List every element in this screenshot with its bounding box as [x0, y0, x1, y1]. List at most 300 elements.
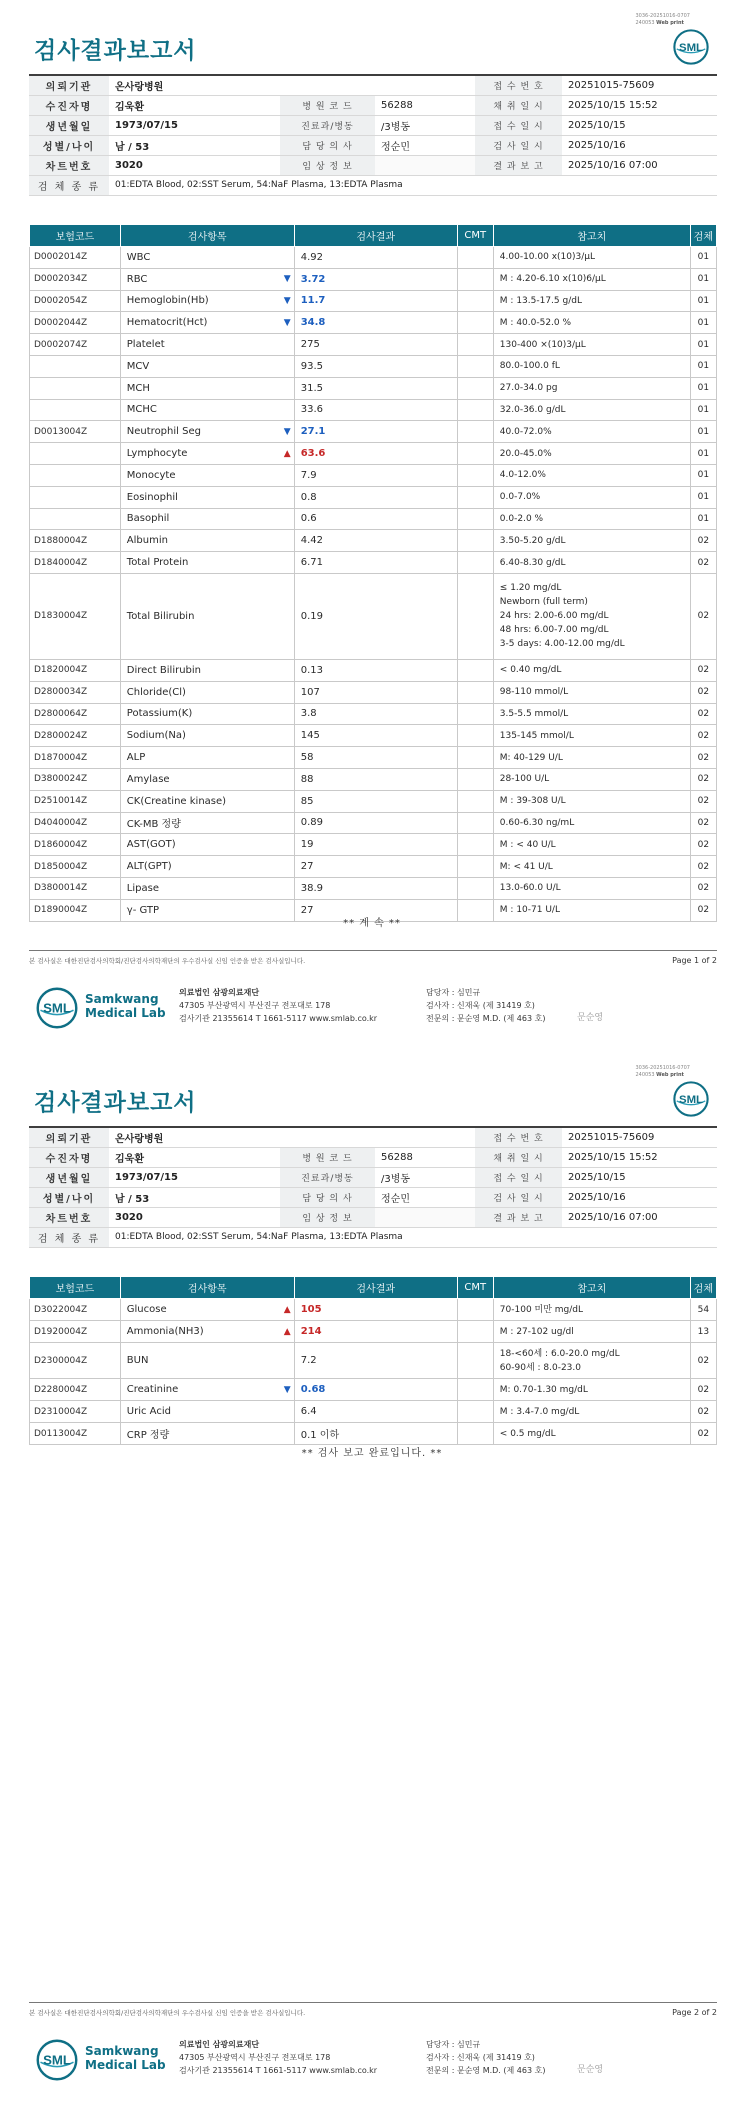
table-row: [30, 268, 717, 290]
svg-text:SML: SML: [43, 2052, 71, 2068]
insurance-code: D1850004Z: [30, 856, 121, 878]
specimen-code: 02: [690, 530, 716, 552]
col-header-result: 검사결과: [294, 225, 457, 247]
reference-line: 98-110 mmol/L: [499, 687, 569, 698]
info-value-hosp-code: 56288: [375, 1147, 475, 1167]
reference-line: 4.0-12.0%: [499, 470, 546, 481]
reference-line: < 0.40 mg/dL: [499, 665, 562, 676]
reference-range: [493, 377, 690, 399]
page-number: Page 1 of 2: [672, 956, 717, 965]
test-item: Sodium(Na): [120, 725, 279, 747]
info-value-recv-no: 20251015-75609: [562, 1127, 717, 1147]
reference-line: 130-400 ×(10)3/μL: [499, 339, 586, 350]
insurance-code: D2280004Z: [30, 1379, 121, 1401]
reference-line: Newborn (full term): [499, 597, 588, 608]
accreditation-note: 본 검사실은 대한진단검사의학회/진단검사의학재단의 우수검사실 신임 인증을 받은 검사실입니다.: [29, 957, 306, 965]
staff-tester: 검사자 : 신재욱 (제 31419 호): [426, 2053, 535, 2062]
test-item: CK-MB 정량: [120, 812, 279, 834]
result-flag: [279, 312, 294, 334]
table-row: [30, 1321, 717, 1343]
sml-footer-logo-icon: [35, 2038, 79, 2082]
reference-range: [493, 508, 690, 530]
result-flag: [279, 508, 294, 530]
info-label: 접 수 번 호: [475, 75, 562, 95]
cmt-cell: [457, 1423, 493, 1445]
print-stamp-code: 240053: [635, 1072, 655, 1078]
lab-org: 의료법인 삼광의료재단: [179, 988, 260, 997]
result-flag: [279, 1343, 294, 1379]
print-stamp-id: 3036-20251016-0707: [635, 13, 690, 19]
table-row: [30, 399, 717, 421]
reference-range: [493, 573, 690, 659]
reference-range: [493, 1343, 690, 1379]
info-value-recv-date: 2025/10/15: [562, 1167, 717, 1187]
info-value-doctor: 정순민: [375, 1187, 475, 1207]
cmt-cell: [457, 530, 493, 552]
cmt-cell: [457, 573, 493, 659]
col-header-reference: 참고치: [493, 225, 690, 247]
test-item: CK(Creatine kinase): [120, 790, 279, 812]
info-value-collect: 2025/10/15 15:52: [562, 1147, 717, 1167]
test-item: Lipase: [120, 877, 279, 899]
info-value-chart: 3020: [109, 1207, 280, 1227]
test-result: 7.9: [294, 464, 457, 486]
reference-range: [493, 703, 690, 725]
cmt-cell: [457, 856, 493, 878]
info-label: 병 원 코 드: [280, 95, 375, 115]
reference-line: 80.0-100.0 fL: [499, 361, 560, 372]
info-label: 수진자명: [29, 95, 109, 115]
reference-line: M : 4.20-6.10 x(10)6/μL: [499, 274, 606, 285]
table-row: [30, 681, 717, 703]
test-result: 0.6: [294, 508, 457, 530]
info-value-dept: /3병동: [375, 1167, 475, 1187]
result-flag: [279, 421, 294, 443]
test-result: 34.8: [294, 312, 457, 334]
info-value-specimen: 01:EDTA Blood, 02:SST Serum, 54:NaF Plasma, 13:EDTA Plasma: [109, 175, 717, 195]
result-flag: [279, 877, 294, 899]
insurance-code: D3800014Z: [30, 877, 121, 899]
staff-manager: 담당자 : 심민규: [426, 988, 481, 997]
lab-addr: 47305 부산광역시 부산진구 전포대로 178: [179, 1001, 331, 1010]
insurance-code: D1860004Z: [30, 834, 121, 856]
info-label: 담 당 의 사: [280, 1187, 375, 1207]
staff-tester: 검사자 : 신재욱 (제 31419 호): [426, 1001, 535, 1010]
cmt-cell: [457, 834, 493, 856]
specimen-code: 54: [690, 1299, 716, 1321]
info-value-test-date: 2025/10/16: [562, 135, 717, 155]
test-result: 31.5: [294, 377, 457, 399]
reference-range: [493, 399, 690, 421]
info-label: 검 사 일 시: [475, 1187, 562, 1207]
footer-divider: [29, 2002, 717, 2003]
test-item: Total Protein: [120, 552, 279, 574]
specimen-code: 02: [690, 1401, 716, 1423]
info-label: 성별/나이: [29, 135, 109, 155]
cmt-cell: [457, 1299, 493, 1321]
reference-line: 3-5 days: 4.00-12.00 mg/dL: [499, 639, 625, 650]
reference-range: [493, 1401, 690, 1423]
test-result: 93.5: [294, 355, 457, 377]
cmt-cell: [457, 790, 493, 812]
test-item: Monocyte: [120, 464, 279, 486]
insurance-code: [30, 377, 121, 399]
specimen-code: 01: [690, 486, 716, 508]
table-row: [30, 1401, 717, 1423]
footer-logo: [35, 2038, 79, 2082]
specimen-code: 02: [690, 856, 716, 878]
reference-line: 4.00-10.00 x(10)3/μL: [499, 252, 596, 263]
insurance-code: D0013004Z: [30, 421, 121, 443]
info-value-collect: 2025/10/15 15:52: [562, 95, 717, 115]
col-header-code: 보험코드: [30, 225, 121, 247]
test-result: 107: [294, 681, 457, 703]
test-item: ALP: [120, 747, 279, 769]
reference-line: 40.0-72.0%: [499, 426, 552, 437]
cmt-cell: [457, 377, 493, 399]
cmt-cell: [457, 681, 493, 703]
specimen-code: 01: [690, 355, 716, 377]
triangle-up-icon: ▲: [283, 448, 291, 459]
specimen-code: 02: [690, 768, 716, 790]
lab-staff: [426, 986, 545, 1025]
col-header-cmt: CMT: [457, 1277, 493, 1299]
info-value-sexage: 남 / 53: [109, 135, 280, 155]
cmt-cell: [457, 659, 493, 681]
result-flag: [279, 856, 294, 878]
test-item: Ammonia(NH3): [120, 1321, 279, 1343]
info-label: 접 수 일 시: [475, 115, 562, 135]
result-flag: [279, 552, 294, 574]
result-flag: [279, 290, 294, 312]
table-row: [30, 877, 717, 899]
specimen-code: 01: [690, 247, 716, 269]
result-flag: [279, 812, 294, 834]
print-stamp: [635, 13, 690, 27]
result-flag: [279, 681, 294, 703]
col-header-cmt: CMT: [457, 225, 493, 247]
insurance-code: D1840004Z: [30, 552, 121, 574]
test-item: Neutrophil Seg: [120, 421, 279, 443]
report-title: 검사결과보고서: [34, 1090, 197, 1116]
result-flag: [279, 464, 294, 486]
accreditation-note: 본 검사실은 대한진단검사의학회/진단검사의학재단의 우수검사실 신임 인증을 받은 검사실입니다.: [29, 2009, 306, 2017]
insurance-code: D0002044Z: [30, 312, 121, 334]
test-item: WBC: [120, 247, 279, 269]
table-row: [30, 355, 717, 377]
insurance-code: D2800034Z: [30, 681, 121, 703]
reference-range: [493, 334, 690, 356]
reference-line: 0.60-6.30 ng/mL: [499, 817, 575, 828]
info-label: 병 원 코 드: [280, 1147, 375, 1167]
lab-contact: 검사기관 21355614 T 1661-5117 www.smlab.co.kr: [179, 2066, 378, 2075]
table-row: [30, 443, 717, 465]
patient-info-table: [29, 74, 717, 196]
reference-range: [493, 530, 690, 552]
specimen-code: 02: [690, 790, 716, 812]
result-flag: [279, 1299, 294, 1321]
test-item: Total Bilirubin: [120, 573, 279, 659]
reference-range: [493, 1299, 690, 1321]
test-result: 38.9: [294, 877, 457, 899]
reference-range: [493, 355, 690, 377]
insurance-code: D2800024Z: [30, 725, 121, 747]
table-row: [30, 377, 717, 399]
svg-text:SML: SML: [43, 1000, 71, 1016]
triangle-down-icon: ▼: [283, 426, 291, 437]
lab-brand: [85, 992, 166, 1020]
cmt-cell: [457, 1343, 493, 1379]
test-item: Lymphocyte: [120, 443, 279, 465]
lab-brand-line-1: Samkwang: [85, 2044, 159, 2058]
col-header-result: 검사결과: [294, 1277, 457, 1299]
info-value-specimen: 01:EDTA Blood, 02:SST Serum, 54:NaF Plasma, 13:EDTA Plasma: [109, 1227, 717, 1247]
test-result: 3.8: [294, 703, 457, 725]
reference-line: 70-100 미만 mg/dL: [499, 1304, 584, 1315]
triangle-down-icon: ▼: [283, 1384, 291, 1395]
test-item: ALT(GPT): [120, 856, 279, 878]
print-stamp-label: Web print: [656, 20, 684, 26]
report-page-2: [0, 1052, 744, 2104]
info-label: 차트번호: [29, 1207, 109, 1227]
test-result: 4.42: [294, 530, 457, 552]
results-header-row: [30, 225, 717, 247]
result-flag: [279, 768, 294, 790]
lab-contact: 검사기관 21355614 T 1661-5117 www.smlab.co.kr: [179, 1014, 378, 1023]
reference-line: ≤ 1.20 mg/dL: [499, 583, 562, 594]
specimen-code: 01: [690, 334, 716, 356]
triangle-up-icon: ▲: [283, 1326, 291, 1337]
table-row: [30, 334, 717, 356]
reference-line: 48 hrs: 6.00-7.00 mg/dL: [499, 625, 609, 636]
reference-line: 24 hrs: 2.00-6.00 mg/dL: [499, 611, 609, 622]
reference-line: M: < 41 U/L: [499, 861, 553, 872]
print-stamp: [635, 1065, 690, 1079]
specimen-code: 01: [690, 399, 716, 421]
specimen-code: 01: [690, 421, 716, 443]
test-result: 4.92: [294, 247, 457, 269]
reference-line: M : 3.4-7.0 mg/dL: [499, 1406, 580, 1417]
info-label: 생년월일: [29, 115, 109, 135]
triangle-down-icon: ▼: [283, 274, 291, 285]
reference-range: [493, 268, 690, 290]
info-value-chart: 3020: [109, 155, 280, 175]
result-flag: [279, 659, 294, 681]
table-row: [30, 312, 717, 334]
test-item: Direct Bilirubin: [120, 659, 279, 681]
reference-range: [493, 312, 690, 334]
info-label: 채 취 일 시: [475, 1147, 562, 1167]
insurance-code: D2800064Z: [30, 703, 121, 725]
info-label: 접 수 번 호: [475, 1127, 562, 1147]
test-result: 27: [294, 856, 457, 878]
specimen-code: 02: [690, 747, 716, 769]
page-footer: [29, 950, 717, 1023]
lab-brand-line-2: Medical Lab: [85, 2058, 166, 2072]
result-flag: [279, 486, 294, 508]
info-label: 의뢰기관: [29, 75, 109, 95]
reference-line: M: 0.70-1.30 mg/dL: [499, 1384, 588, 1395]
specimen-code: 13: [690, 1321, 716, 1343]
table-row: [30, 552, 717, 574]
table-row: [30, 812, 717, 834]
test-item: Albumin: [120, 530, 279, 552]
col-header-item: 검사항목: [120, 225, 294, 247]
reference-range: [493, 834, 690, 856]
lab-brand: [85, 2044, 166, 2072]
test-result: 3.72: [294, 268, 457, 290]
result-flag: [279, 1379, 294, 1401]
test-item: Hematocrit(Hct): [120, 312, 279, 334]
table-row: [30, 247, 717, 269]
reference-line: 20.0-45.0%: [499, 448, 552, 459]
results-header-row: [30, 1277, 717, 1299]
info-label: 진료과/병동: [280, 1167, 375, 1187]
print-stamp-id: 3036-20251016-0707: [635, 1065, 690, 1071]
cmt-cell: [457, 508, 493, 530]
result-flag: [279, 834, 294, 856]
col-header-specimen: 검체: [690, 225, 716, 247]
table-row: [30, 1379, 717, 1401]
test-result: 6.71: [294, 552, 457, 574]
cmt-cell: [457, 877, 493, 899]
info-label: 차트번호: [29, 155, 109, 175]
test-result: 63.6: [294, 443, 457, 465]
result-flag: [279, 355, 294, 377]
reference-range: [493, 1321, 690, 1343]
cmt-cell: [457, 334, 493, 356]
info-label: 채 취 일 시: [475, 95, 562, 115]
cmt-cell: [457, 312, 493, 334]
info-value-name: 김욱환: [109, 95, 280, 115]
svg-text:SML: SML: [678, 41, 704, 54]
footer-divider: [29, 950, 717, 951]
test-result: 6.4: [294, 1401, 457, 1423]
lab-org: 의료법인 삼광의료재단: [179, 2040, 260, 2049]
col-header-specimen: 검체: [690, 1277, 716, 1299]
insurance-code: D0002074Z: [30, 334, 121, 356]
continuation-note: ** 검사 보고 완료입니다. **: [301, 1448, 443, 1459]
insurance-code: [30, 355, 121, 377]
insurance-code: D3800024Z: [30, 768, 121, 790]
sml-footer-logo-icon: [35, 986, 79, 1030]
test-item: MCH: [120, 377, 279, 399]
info-label: 결 과 보 고: [475, 1207, 562, 1227]
reference-line: 0.0-2.0 %: [499, 513, 544, 524]
test-result: 0.13: [294, 659, 457, 681]
info-value-org: 온사랑병원: [109, 1127, 475, 1147]
specimen-code: 01: [690, 290, 716, 312]
cmt-cell: [457, 1379, 493, 1401]
test-item: AST(GOT): [120, 834, 279, 856]
table-row: [30, 530, 717, 552]
info-value-recv-no: 20251015-75609: [562, 75, 717, 95]
test-item: MCV: [120, 355, 279, 377]
info-label: 임 상 정 보: [280, 155, 375, 175]
cmt-cell: [457, 703, 493, 725]
page-footer: [29, 2002, 717, 2075]
info-value-report: 2025/10/16 07:00: [562, 155, 717, 175]
reference-line: M: 40-129 U/L: [499, 752, 563, 763]
table-row: [30, 834, 717, 856]
reference-range: [493, 421, 690, 443]
test-result: 11.7: [294, 290, 457, 312]
info-label: 담 당 의 사: [280, 135, 375, 155]
info-value-test-date: 2025/10/16: [562, 1187, 717, 1207]
table-row: [30, 1423, 717, 1445]
info-value-report: 2025/10/16 07:00: [562, 1207, 717, 1227]
specimen-code: 02: [690, 703, 716, 725]
cmt-cell: [457, 552, 493, 574]
info-label: 검 사 일 시: [475, 135, 562, 155]
staff-specialist: 전문의 : 문순영 M.D. (제 463 호): [426, 2066, 546, 2075]
test-result: 7.2: [294, 1343, 457, 1379]
table-row: [30, 856, 717, 878]
insurance-code: D2300004Z: [30, 1343, 121, 1379]
reference-range: [493, 681, 690, 703]
result-flag: [279, 443, 294, 465]
reference-range: [493, 1423, 690, 1445]
reference-range: [493, 725, 690, 747]
result-flag: [279, 747, 294, 769]
reference-line: < 0.5 mg/dL: [499, 1428, 556, 1439]
results-table: [29, 224, 717, 922]
cmt-cell: [457, 812, 493, 834]
test-result: 0.8: [294, 486, 457, 508]
col-header-code: 보험코드: [30, 1277, 121, 1299]
result-flag: [279, 1321, 294, 1343]
cmt-cell: [457, 725, 493, 747]
reference-range: [493, 747, 690, 769]
reference-line: 60-90세 : 8.0-23.0: [499, 1362, 581, 1373]
info-value-recv-date: 2025/10/15: [562, 115, 717, 135]
test-item: CRP 정량: [120, 1423, 279, 1445]
cmt-cell: [457, 768, 493, 790]
specimen-code: 01: [690, 508, 716, 530]
reference-line: 28-100 U/L: [499, 774, 550, 785]
insurance-code: [30, 486, 121, 508]
insurance-code: [30, 464, 121, 486]
result-flag: [279, 377, 294, 399]
reference-range: [493, 464, 690, 486]
reference-range: [493, 856, 690, 878]
insurance-code: D1920004Z: [30, 1321, 121, 1343]
cmt-cell: [457, 399, 493, 421]
info-value-dob: 1973/07/15: [109, 115, 280, 135]
info-label: 생년월일: [29, 1167, 109, 1187]
lab-brand-line-1: Samkwang: [85, 992, 159, 1006]
specimen-code: 02: [690, 877, 716, 899]
report-title: 검사결과보고서: [34, 38, 197, 64]
info-value-sexage: 남 / 53: [109, 1187, 280, 1207]
test-result: 0.19: [294, 573, 457, 659]
test-result: 27: [294, 899, 457, 921]
staff-specialist: 전문의 : 문순영 M.D. (제 463 호): [426, 1014, 546, 1023]
col-header-item: 검사항목: [120, 1277, 294, 1299]
insurance-code: D1880004Z: [30, 530, 121, 552]
col-header-reference: 참고치: [493, 1277, 690, 1299]
reference-range: [493, 552, 690, 574]
result-flag: [279, 530, 294, 552]
info-label: 성별/나이: [29, 1187, 109, 1207]
info-value-org: 온사랑병원: [109, 75, 475, 95]
result-flag: [279, 334, 294, 356]
info-label: 수진자명: [29, 1147, 109, 1167]
reference-range: [493, 486, 690, 508]
specimen-code: 02: [690, 681, 716, 703]
insurance-code: [30, 508, 121, 530]
test-item: Creatinine: [120, 1379, 279, 1401]
